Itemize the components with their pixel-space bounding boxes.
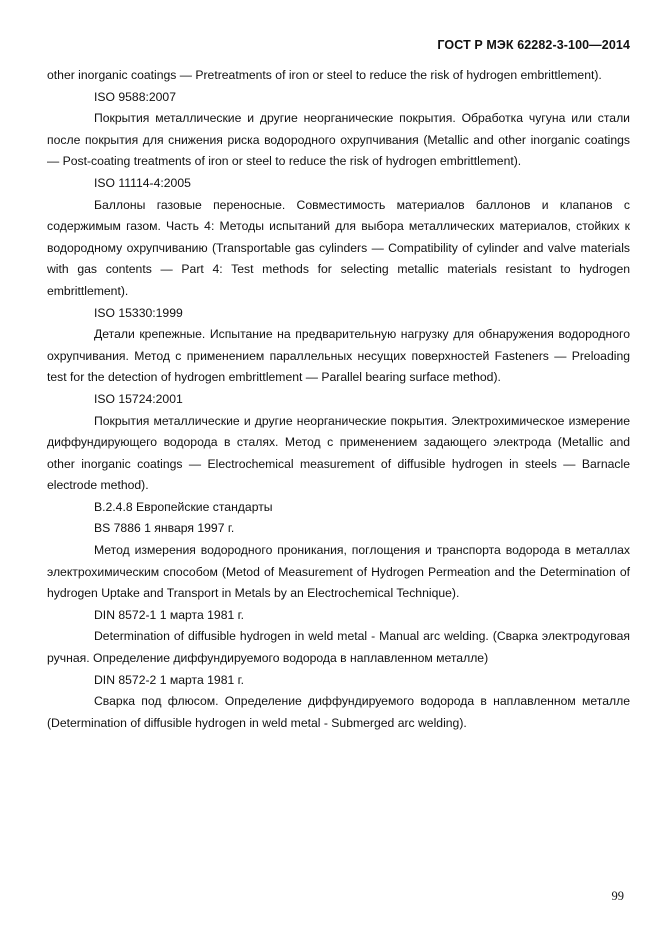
page-body (47, 65, 630, 734)
document-header: ГОСТ Р МЭК 62282-3-100—2014 (437, 38, 630, 52)
page-number: 99 (611, 889, 624, 903)
standard-code: ISO 9588:2007 (94, 89, 176, 104)
standard-code: DIN 8572-1 1 марта 1981 г. (94, 607, 244, 622)
standard-description: Determination of diffusible hydrogen in weld metal - Manual arc welding. (Сварка электродуговая ручная. Определение диффундируемого водорода в наплавленном металле) (47, 629, 630, 666)
section-heading: B.2.4.8 Европейские стандарты (94, 499, 273, 514)
standard-description: Детали крепежные. Испытание на предварительную нагрузку для обнаружения водородного охрупчивания. Метод с применением параллельных несущих поверхностей Fasteners — Preloading test for the detection of hydrogen embrittlement — Parallel bearing surface method). (47, 327, 630, 385)
standard-description: Метод измерения водородного проникания, поглощения и транспорта водорода в металлах электрохимическим способом (Metod of Measurement of Hydrogen Permeation and the Determination of hydrogen Uptake and Transport in Metals by an Electrochemical Technique). (47, 543, 630, 601)
standard-code: ISO 15330:1999 (94, 305, 183, 320)
standard-description: Сварка под флюсом. Определение диффундируемого водорода в наплавленном металле (Determination of diffusible hydrogen in weld metal - Submerged arc welding). (47, 694, 630, 730)
standard-code: ISO 11114-4:2005 (94, 175, 191, 190)
standard-code: DIN 8572-2 1 марта 1981 г. (94, 672, 244, 687)
standard-description: Покрытия металлические и другие неорганические покрытия. Обработка чугуна или стали после покрытия для снижения риска водородного охрупчивания (Metallic and other inorganic coatings — Post-coating treatments of iron or steel to reduce the risk of hydrogen embrittlement). (47, 111, 630, 169)
standard-code: BS 7886 1 января 1997 г. (94, 521, 235, 536)
standard-description: Баллоны газовые переносные. Совместимость материалов баллонов и клапанов с содержимым газом. Часть 4: Методы испытаний для выбора металлических материалов, стойких к водородному охрупчиванию (Transportable gas cylinders — Compatibility of cylinder and valve materials with gas contents — Part 4: Test methods for selecting metallic materials resistant to hydrogen embrittlement). (47, 197, 630, 298)
standard-description: Покрытия металлические и другие неорганические покрытия. Электрохимическое измерение диффундирующего водорода в сталях. Метод с применением задающего электрода (Metallic and other inorganic coatings — Electrochemical measurement of diffusible hydrogen in steels — Barnacle electrode method). (47, 413, 630, 493)
standard-code: ISO 15724:2001 (94, 391, 183, 406)
paragraph-continuation: other inorganic coatings — Pretreatments of iron or steel to reduce the risk of hydrogen embrittlement). (47, 68, 602, 82)
